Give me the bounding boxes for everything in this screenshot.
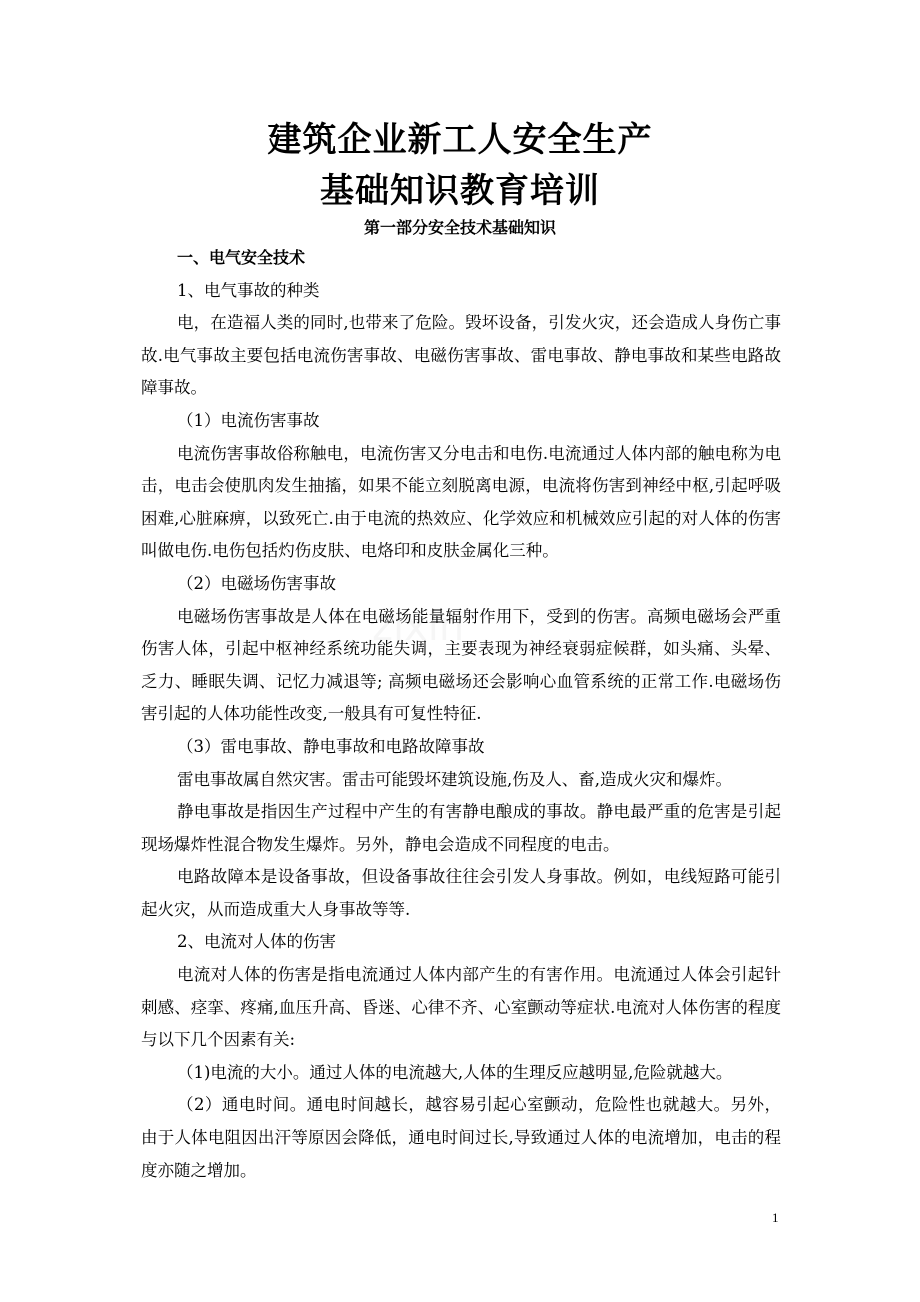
paragraph: （2）通电时间。通电时间越长，越容易引起心室颤动，危险性也就越大。另外，由于人体电阻因出汗等原因会降低，通电时间过长,导致通过人体的电流增加，电击的程度亦随之增加。 (141, 1095, 781, 1180)
document-body (141, 242, 781, 1187)
paragraph: 电，在造福人类的同时,也带来了危险。毁坏设备，引发火灾，还会造成人身伤亡事故.电气事故主要包括电流伤害事故、电磁伤害事故、雷电事故、静电事故和某些电路故障事故。 (141, 313, 781, 398)
paragraph: （1)电流的大小。通过人体的电流越大,人体的生理反应越明显,危险就越大。 (177, 1062, 733, 1082)
subsection-heading: （3）雷电事故、静电事故和电路故障事故 (177, 736, 485, 756)
paragraph: 电磁场伤害事故是人体在电磁场能量辐射作用下，受到的伤害。高频电磁场会严重伤害人体，引起中枢神经系统功能失调，主要表现为神经衰弱症候群，如头痛、头晕、乏力、睡眠失调、记忆力减退等; 高频电磁场还会影响心血管系统的正常工作.电磁场伤害引起的人体功能性改变,一般具有可复性特征. (141, 606, 781, 724)
paragraph: 静电事故是指因生产过程中产生的有害静电酿成的事故。静电最严重的危害是引起现场爆炸性混合物发生爆炸。另外，静电会造成不同程度的电击。 (141, 802, 781, 854)
subsection-heading: 2、电流对人体的伤害 (177, 932, 336, 952)
subsection-heading: 1、电气事故的种类 (177, 280, 320, 300)
paragraph: 电流伤害事故俗称触电，电流伤害又分电击和电伤.电流通过人体内部的触电称为电击，电击会使肌肉发生抽搐，如果不能立刻脱离电源，电流将伤害到神经中枢,引起呼吸困难,心脏麻痹，以致死亡.由于电流的热效应、化学效应和机械效应引起的对人体的伤害叫做电伤.电伤包括灼伤皮肤、电烙印和皮肤金属化三种。 (141, 443, 781, 561)
document-subtitle: 第一部分安全技术基础知识 (363, 218, 556, 237)
page-number: 1 (772, 1210, 779, 1225)
paragraph: 雷电事故属自然灾害。雷击可能毁坏建筑设施,伤及人、畜,造成火灾和爆炸。 (177, 769, 732, 789)
paragraph: 电路故障本是设备事故，但设备事故往往会引发人身事故。例如，电线短路可能引起火灾，从而造成重大人身事故等等. (141, 867, 781, 919)
document-title-line2: 基础知识教育培训 (320, 171, 600, 211)
section-heading: 一、电气安全技术 (177, 248, 306, 267)
subsection-heading: （2）电磁场伤害事故 (177, 573, 336, 593)
subsection-heading: （1）电流伤害事故 (177, 410, 320, 430)
paragraph: 电流对人体的伤害是指电流通过人体内部产生的有害作用。电流通过人体会引起针刺感、痉挛、疼痛,血压升高、昏迷、心律不齐、心室颤动等症状.电流对人体伤害的程度与以下几个因素有关: (141, 965, 781, 1050)
document-title-line1: 建筑企业新工人安全生产 (267, 120, 653, 160)
